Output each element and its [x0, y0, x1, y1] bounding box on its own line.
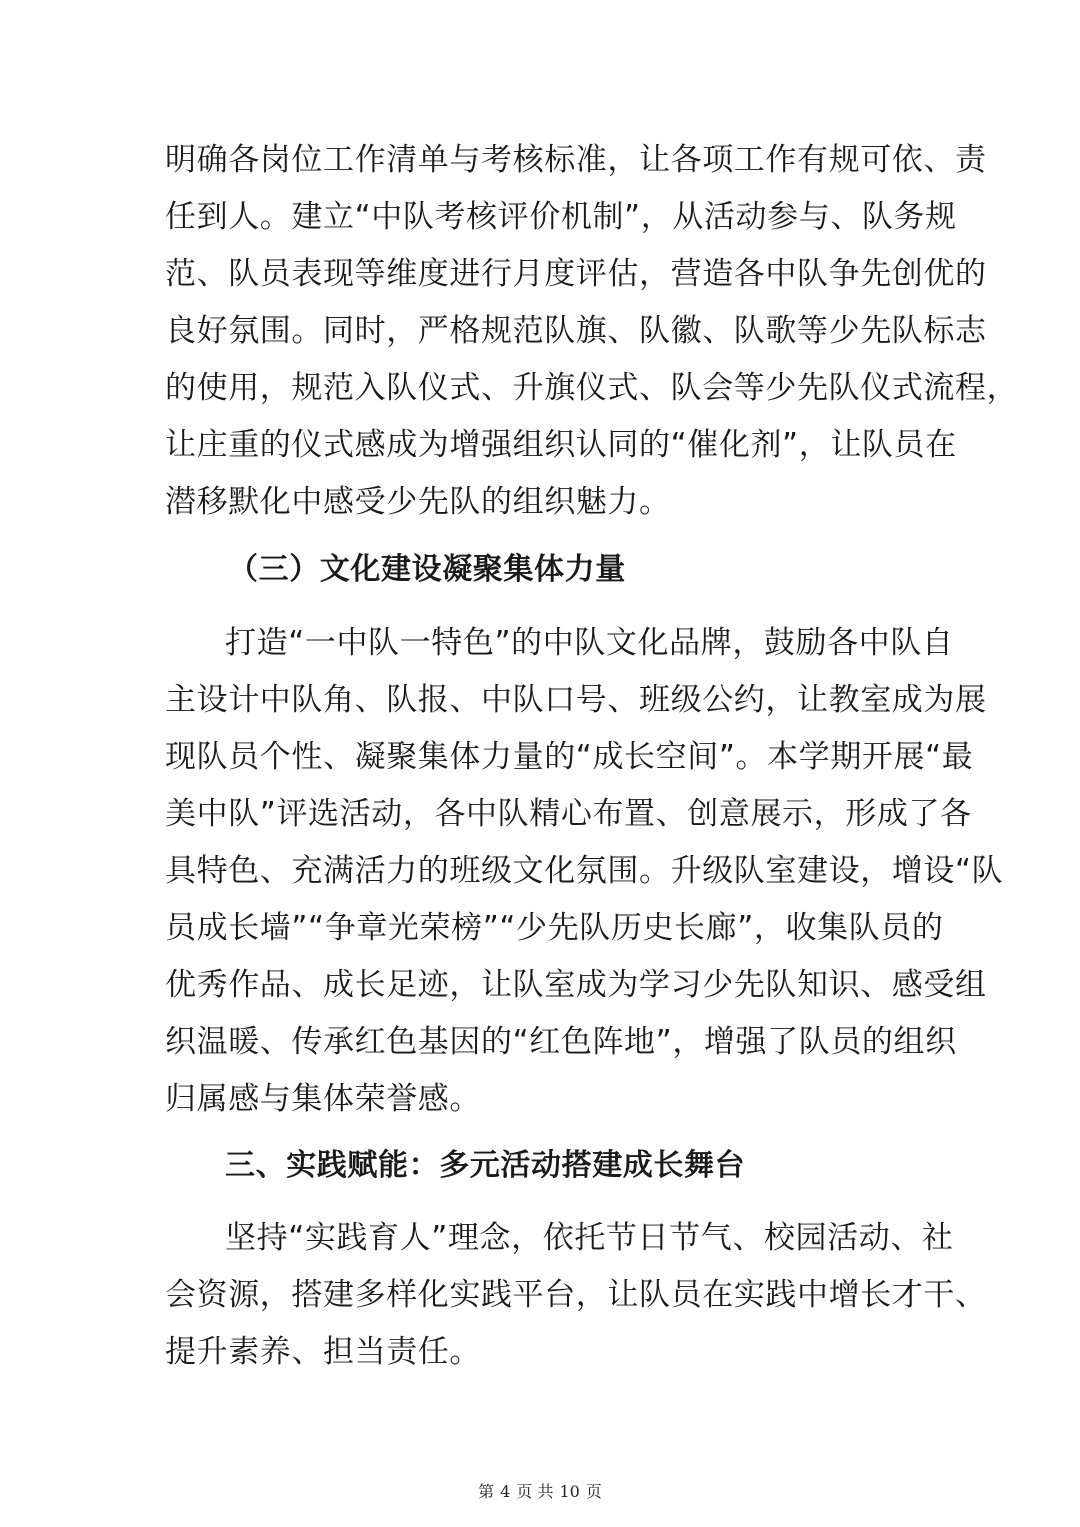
paragraph-line: 范、队员表现等维度进行月度评估，营造各中队争先创优的 [165, 256, 987, 292]
footer-middle: 页 共 [516, 1482, 554, 1501]
paragraph-line: 员成长墙”“争章光荣榜”“少先队历史长廊”，收集队员的 [165, 910, 944, 946]
paragraph-line: 打造“一中队一特色”的中队文化品牌，鼓励各中队自 [225, 625, 954, 661]
paragraph-line: 潜移默化中感受少先队的组织魅力。 [165, 484, 671, 520]
paragraph-line: 主设计中队角、队报、中队口号、班级公约，让教室成为展 [165, 682, 987, 718]
section-heading: 三、实践赋能：多元活动搭建成长舞台 [225, 1148, 746, 1183]
footer-prefix: 第 [478, 1482, 495, 1501]
paragraph-line: 让庄重的仪式感成为增强组织认同的“催化剂”，让队员在 [165, 427, 957, 463]
paragraph-line: 提升素养、担当责任。 [165, 1334, 481, 1370]
paragraph-line: 织温暖、传承红色基因的“红色阵地”，增强了队员的组织 [165, 1024, 957, 1060]
paragraph-line: 现队员个性、凝聚集体力量的“成长空间”。本学期开展“最 [165, 739, 974, 775]
paragraph-line: 良好氛围。同时，严格规范队旗、队徽、队歌等少先队标志 [165, 313, 987, 349]
paragraph-line: 任到人。建立“中队考核评价机制”，从活动参与、队务规 [165, 199, 957, 235]
page-footer [0, 1480, 1080, 1504]
total-pages-number: 10 [559, 1482, 580, 1501]
paragraph-line: 优秀作品、成长足迹，让队室成为学习少先队知识、感受组 [165, 967, 987, 1003]
paragraph-line: 明确各岗位工作清单与考核标准，让各项工作有规可依、责 [165, 142, 987, 178]
paragraph-line: 归属感与集体荣誉感。 [165, 1081, 481, 1117]
paragraph-line: 美中队”评选活动，各中队精心布置、创意展示，形成了各 [165, 796, 972, 832]
paragraph-line: 的使用，规范入队仪式、升旗仪式、队会等少先队仪式流程， [165, 370, 1019, 406]
current-page-number: 4 [500, 1482, 511, 1501]
section-subheading: （三）文化建设凝聚集体力量 [228, 552, 626, 587]
paragraph-line: 会资源，搭建多样化实践平台，让队员在实践中增长才干、 [165, 1277, 987, 1313]
paragraph-line: 坚持“实践育人”理念，依托节日节气、校园活动、社 [225, 1220, 954, 1256]
paragraph-line: 具特色、充满活力的班级文化氛围。升级队室建设，增设“队 [165, 853, 1004, 889]
footer-suffix: 页 [585, 1482, 602, 1501]
